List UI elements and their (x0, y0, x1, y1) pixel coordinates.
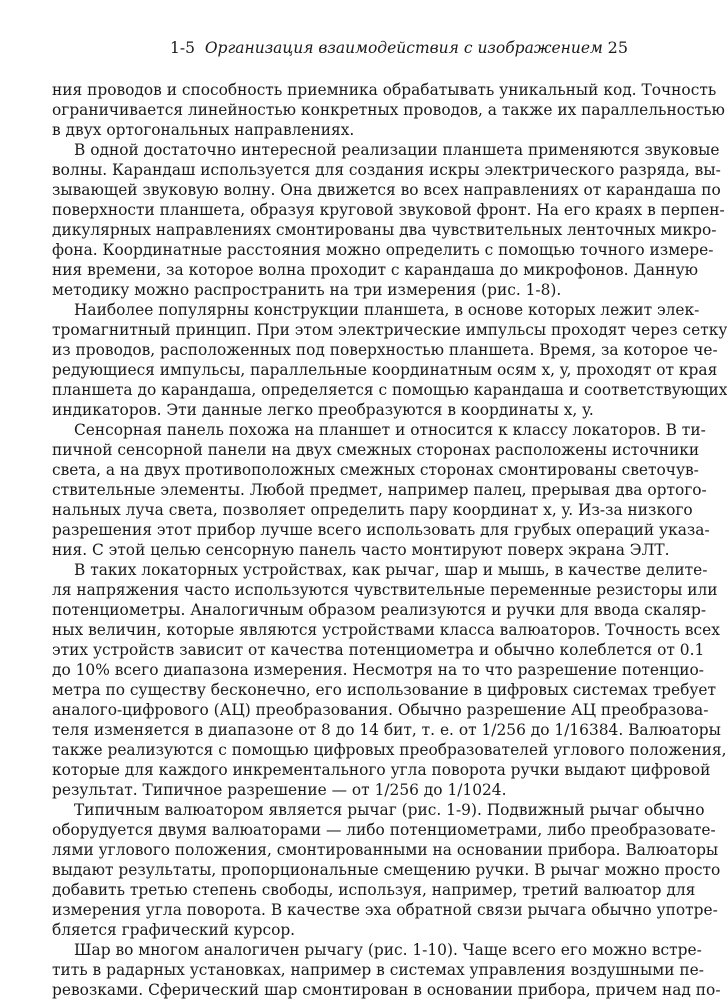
text-line: разрешения этот прибор лучше всего использовать для грубых операций указа- (52, 521, 710, 539)
text-line: света, а на двух противоположных смежных сторонах смонтированы светочув- (52, 461, 699, 479)
text-line: пичной сенсорной панели на двух смежных сторонах расположены источники (52, 441, 700, 459)
text-line: бляется графический курсор. (52, 921, 296, 939)
text-line: Шар во многом аналогичен рычагу (рис. 1-10). Чаще всего его можно встре- (74, 941, 702, 959)
text-line: метра по существу бесконечно, его использование в цифровых системах требует (52, 681, 717, 699)
paragraph (52, 80, 725, 140)
text-line: оборудуется двумя валюаторами — либо потенциометрами, либо преобразовате- (52, 821, 716, 839)
text-line: добавить третью степень свободы, используя, например, третий валюатор для (52, 881, 696, 899)
text-line: В таких локаторных устройствах, как рычаг, шар и мышь, в качестве делите- (74, 561, 708, 579)
text-line: волны. Карандаш используется для создания искры электрического разряда, вы- (52, 161, 721, 179)
page-number: 25 (607, 38, 628, 57)
text-line: тромагнитный принцип. При этом электрические импульсы проходят через сетку (52, 321, 727, 339)
text-line: аналого-цифрового (АЦ) преобразования. Обычно разрешение АЦ преобразова- (52, 701, 709, 719)
text-line: выдают результаты, пропорциональные смещению ручки. В рычаг можно просто (52, 861, 721, 879)
text-line: нальных луча света, позволяет определить пару координат x, y. Из-за низкого (52, 501, 693, 519)
text-line: ния. С этой целью сенсорную панель часто монтируют поверх экрана ЭЛТ. (52, 541, 670, 559)
text-line: методику можно распространить на три измерения (рис. 1-8). (52, 281, 562, 299)
text-line: ревозками. Сферический шар смонтирован в основании прибора, причем над по- (52, 981, 721, 999)
text-line: ограничивается линейностью конкретных проводов, а также их параллельностью (52, 101, 725, 119)
text-line: ных величин, которые являются устройствами класса валюаторов. Точность всех (52, 621, 720, 639)
paragraph (52, 420, 710, 560)
paragraph (52, 140, 725, 300)
text-line: ствительные элементы. Любой предмет, например палец, прерывая два ортого- (52, 481, 707, 499)
body-text (52, 80, 727, 1000)
section-number: 1-5 (170, 39, 195, 57)
text-line: редующиеся импульсы, параллельные координатным осям x, y, проходят от края (52, 361, 718, 379)
section-title: Организация взаимодействия с изображением (204, 39, 603, 57)
text-line: фона. Координатные расстояния можно определить с помощью точного измере- (52, 241, 714, 259)
text-line: ния времени, за которое волна проходит с карандаша до микрофонов. Данную (52, 261, 699, 279)
text-line: В одной достаточно интересной реализации планшета применяются звуковые (74, 141, 720, 159)
section-heading (170, 36, 603, 60)
text-line: тить в радарных установках, например в системах управления воздушными пе- (52, 961, 704, 979)
text-line: Сенсорная панель похожа на планшет и относится к классу локаторов. В ти- (74, 421, 706, 439)
text-line: из проводов, расположенных под поверхностью планшета. Время, за которое че- (52, 341, 718, 359)
text-line: теля изменяется в диапазоне от 8 до 14 бит, т. е. от 1/256 до 1/16384. Валюаторы (52, 721, 721, 739)
text-line: которые для каждого инкрементального угла поворота ручки выдают цифровой (52, 761, 711, 779)
text-line: лями углового положения, смонтированными на основании прибора. Валюаторы (52, 841, 719, 859)
running-head (50, 36, 632, 60)
text-line: ния проводов и способность приемника обрабатывать уникальный код. Точность (52, 81, 717, 99)
text-line: поверхности планшета, образуя круговой звуковой фронт. На его краях в перпен- (52, 201, 725, 219)
text-line: в двух ортогональных направлениях. (52, 121, 355, 139)
text-line: Наиболее популярны конструкции планшета, в основе которых лежит элек- (74, 301, 700, 319)
text-line: также реализуются с помощью цифровых преобразователей углового положения, (52, 741, 727, 759)
text-line: зывающей звуковую волну. Она движется во всех направлениях от карандаша по (52, 181, 721, 199)
text-line: до 10% всего диапазона измерения. Несмотря на то что разрешение потенцио- (52, 661, 704, 679)
paragraph (52, 560, 727, 800)
text-line: Типичным валюатором является рычаг (рис. 1-9). Подвижный рычаг обычно (74, 801, 705, 819)
text-line: потенциометры. Аналогичным образом реализуются и ручки для ввода скаляр- (52, 601, 707, 619)
text-line: результат. Типичное разрешение — от 1/256 до 1/1024. (52, 781, 507, 799)
paragraph (52, 800, 721, 940)
paragraph (52, 300, 727, 420)
paragraph (52, 940, 721, 1000)
text-line: измерения угла поворота. В качестве эха обратной связи рычага обычно употре- (52, 901, 718, 919)
text-line: ля напряжения часто используются чувствительные переменные резисторы или (52, 581, 718, 599)
text-line: этих устройств зависит от качества потенциометра и обычно колеблется от 0.1 (52, 641, 705, 659)
text-line: планшета до карандаша, определяется с помощью карандаша и соответствующих (52, 381, 727, 399)
text-line: дикулярных направлениях смонтированы два чувствительных ленточных микро- (52, 221, 717, 239)
text-line: индикаторов. Эти данные легко преобразуются в координаты x, y. (52, 401, 594, 419)
